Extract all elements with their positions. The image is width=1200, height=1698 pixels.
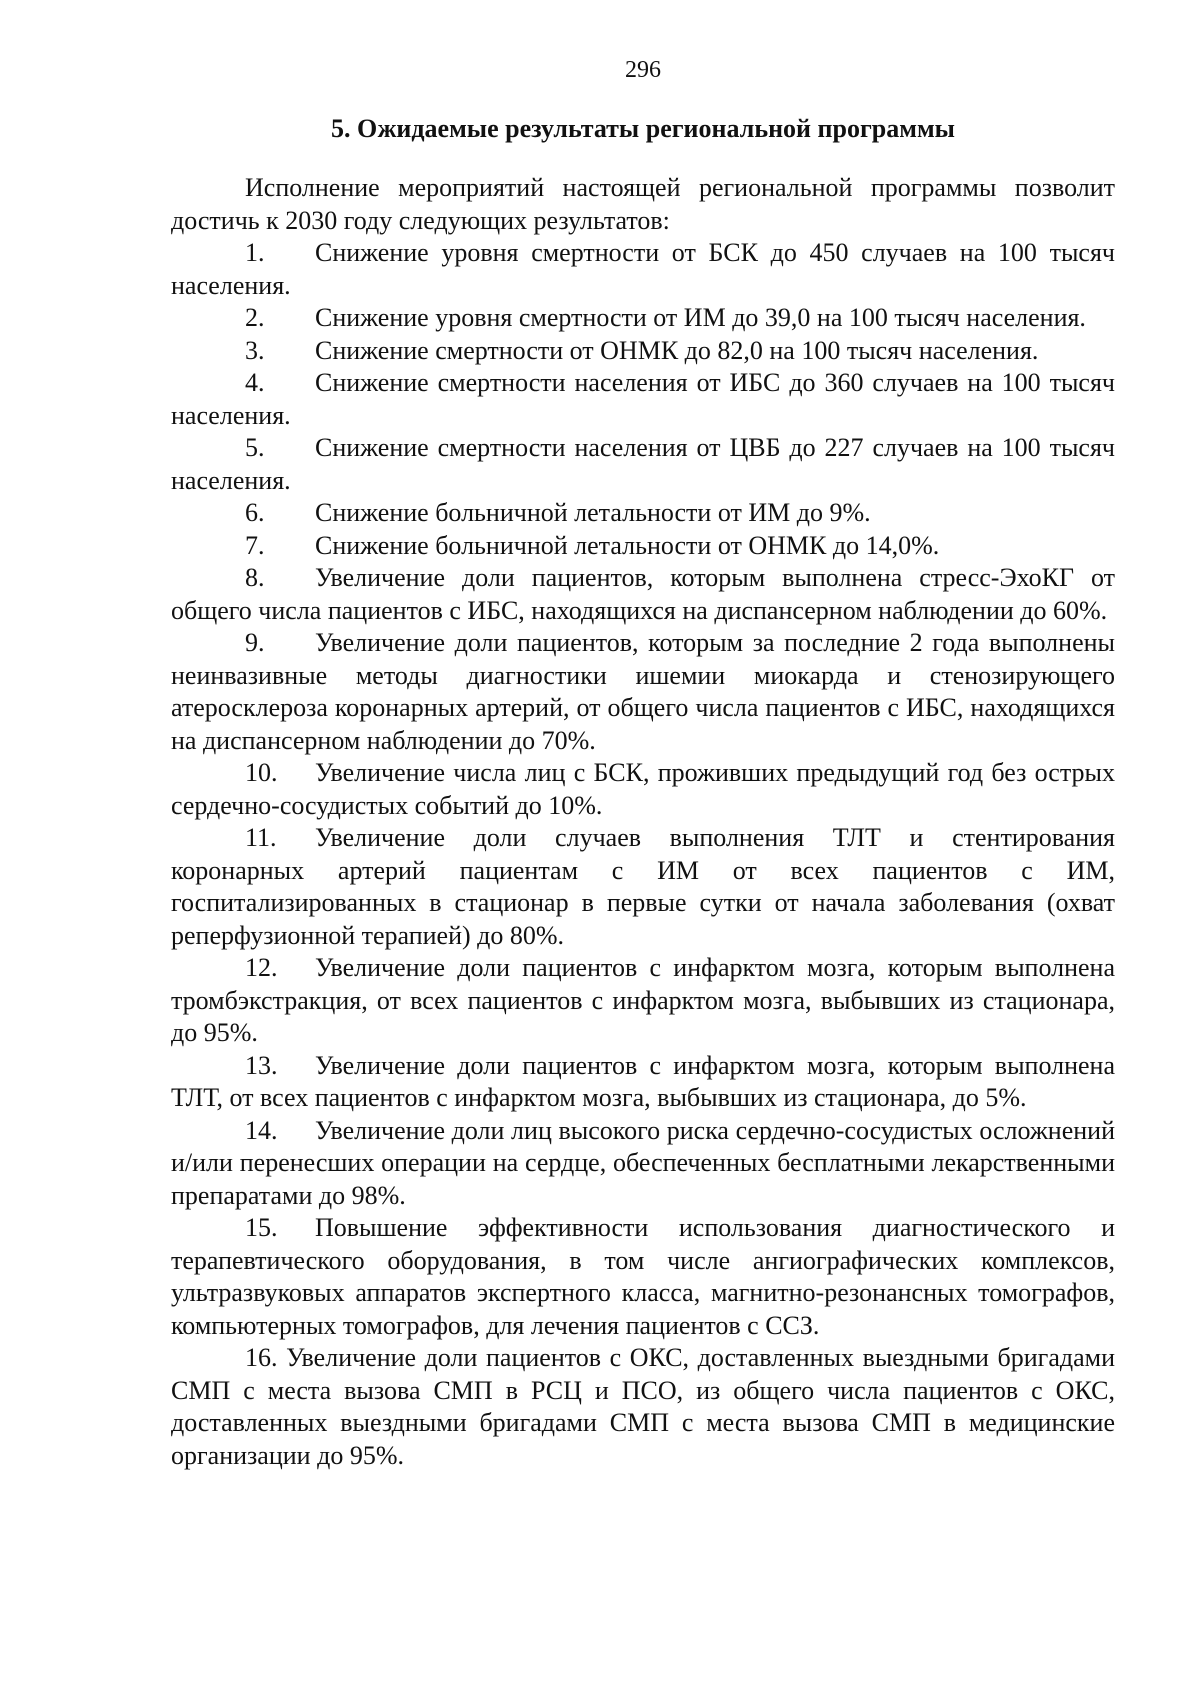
item-number: 11.	[245, 823, 277, 852]
item-text: Снижение уровня смертности от БСК до 450 случаев на 100 тысяч населения.	[171, 238, 1115, 300]
item-number: 16.	[245, 1343, 278, 1372]
item-number: 12.	[245, 953, 278, 982]
item-number: 3.	[245, 335, 265, 365]
list-item	[171, 237, 1115, 302]
item-text: Повышение эффективности использования диагностического и терапевтического оборудования, в том числе ангиографических комплексов, ультразвуковых аппаратов экспертного класса, магнитно-резонансных томографов, компьютерных томографов, для лечения пациентов с ССЗ.	[171, 1213, 1115, 1340]
list-item	[171, 757, 1115, 822]
list-item	[171, 1115, 1115, 1213]
item-text: Увеличение числа лиц с БСК, проживших предыдущий год без острых сердечно-сосудистых событий до 10%.	[171, 758, 1115, 820]
item-text: Увеличение доли лиц высокого риска сердечно-сосудистых осложнений и/или перенесших операции на сердце, обеспеченных бесплатными лекарственными препаратами до 98%.	[171, 1115, 1115, 1210]
item-number: 15.	[245, 1213, 278, 1242]
list-item	[171, 1342, 1115, 1472]
item-text: Увеличение доли пациентов с инфарктом мозга, которым выполнена тромбэкстракция, от всех пациентов с инфарктом мозга, выбывших из стационара, до 95%.	[171, 953, 1115, 1047]
item-text: Снижение больничной летальности от ИМ до 9%.	[315, 498, 871, 527]
intro-paragraph: Исполнение мероприятий настоящей региональной программы позволит достичь к 2030 году следующих результатов:	[171, 173, 1115, 235]
item-text: Снижение смертности населения от ИБС до 360 случаев на 100 тысяч населения.	[171, 368, 1115, 430]
document-page	[171, 54, 1115, 1472]
item-text: Увеличение доли случаев выполнения ТЛТ и стентирования коронарных артерий пациентам с ИМ от всех пациентов с ИМ, госпитализированных в стационар в первые сутки от начала заболевания (охват реперфузионной терапией) до 80%.	[171, 823, 1115, 950]
item-number: 13.	[245, 1050, 278, 1080]
item-text: Снижение уровня смертности от ИМ до 39,0 на 100 тысяч населения.	[315, 303, 1086, 332]
item-number: 6.	[245, 498, 265, 527]
item-number: 5.	[245, 433, 265, 462]
item-text: Увеличение доли пациентов с инфарктом мозга, которым выполнена ТЛТ, от всех пациентов с инфарктом мозга, выбывших из стационара, до 5%.	[171, 1050, 1115, 1112]
list-item	[171, 627, 1115, 757]
section-heading: 5. Ожидаемые результаты региональной программы	[331, 114, 955, 143]
item-number: 1.	[245, 238, 265, 267]
list-item	[171, 1212, 1115, 1342]
item-number: 8.	[245, 563, 265, 592]
list-item	[171, 1050, 1115, 1115]
list-item	[171, 432, 1115, 497]
list-item	[171, 497, 1115, 530]
list-item	[171, 822, 1115, 952]
item-number: 14.	[245, 1115, 278, 1145]
item-number: 7.	[245, 530, 265, 560]
list-item	[171, 335, 1115, 368]
item-text: Снижение больничной летальности от ОНМК до 14,0%.	[315, 530, 940, 560]
item-number: 4.	[245, 368, 265, 397]
list-item	[171, 562, 1115, 627]
list-item	[171, 367, 1115, 432]
item-text: Увеличение доли пациентов, которым выполнена стресс-ЭхоКГ от общего числа пациентов с ИБС, находящихся на диспансерном наблюдении до 60%.	[171, 563, 1115, 625]
item-text: Увеличение доли пациентов с ОКС, доставленных выездными бригадами СМП с места вызова СМП в РСЦ и ПСО, из общего числа пациентов с ОКС, доставленных выездными бригадами СМП с места вызова СМП в медицинские организации до 95%.	[171, 1343, 1116, 1470]
item-number: 2.	[245, 303, 265, 332]
item-text: Увеличение доли пациентов, которым за последние 2 года выполнены неинвазивные методы диагностики ишемии миокарда и стенозирующего атеросклероза коронарных артерий, от общего числа пациентов с ИБС, находящихся на диспансерном наблюдении до 70%.	[171, 628, 1115, 755]
page-number: 296	[625, 57, 661, 83]
item-number: 10.	[245, 758, 278, 787]
list-item	[171, 302, 1115, 335]
list-item	[171, 530, 1115, 563]
item-text: Снижение смертности от ОНМК до 82,0 на 100 тысяч населения.	[315, 335, 1039, 365]
item-number: 9.	[245, 628, 265, 657]
item-text: Снижение смертности населения от ЦВБ до 227 случаев на 100 тысяч населения.	[171, 433, 1115, 495]
list-item	[171, 952, 1115, 1050]
